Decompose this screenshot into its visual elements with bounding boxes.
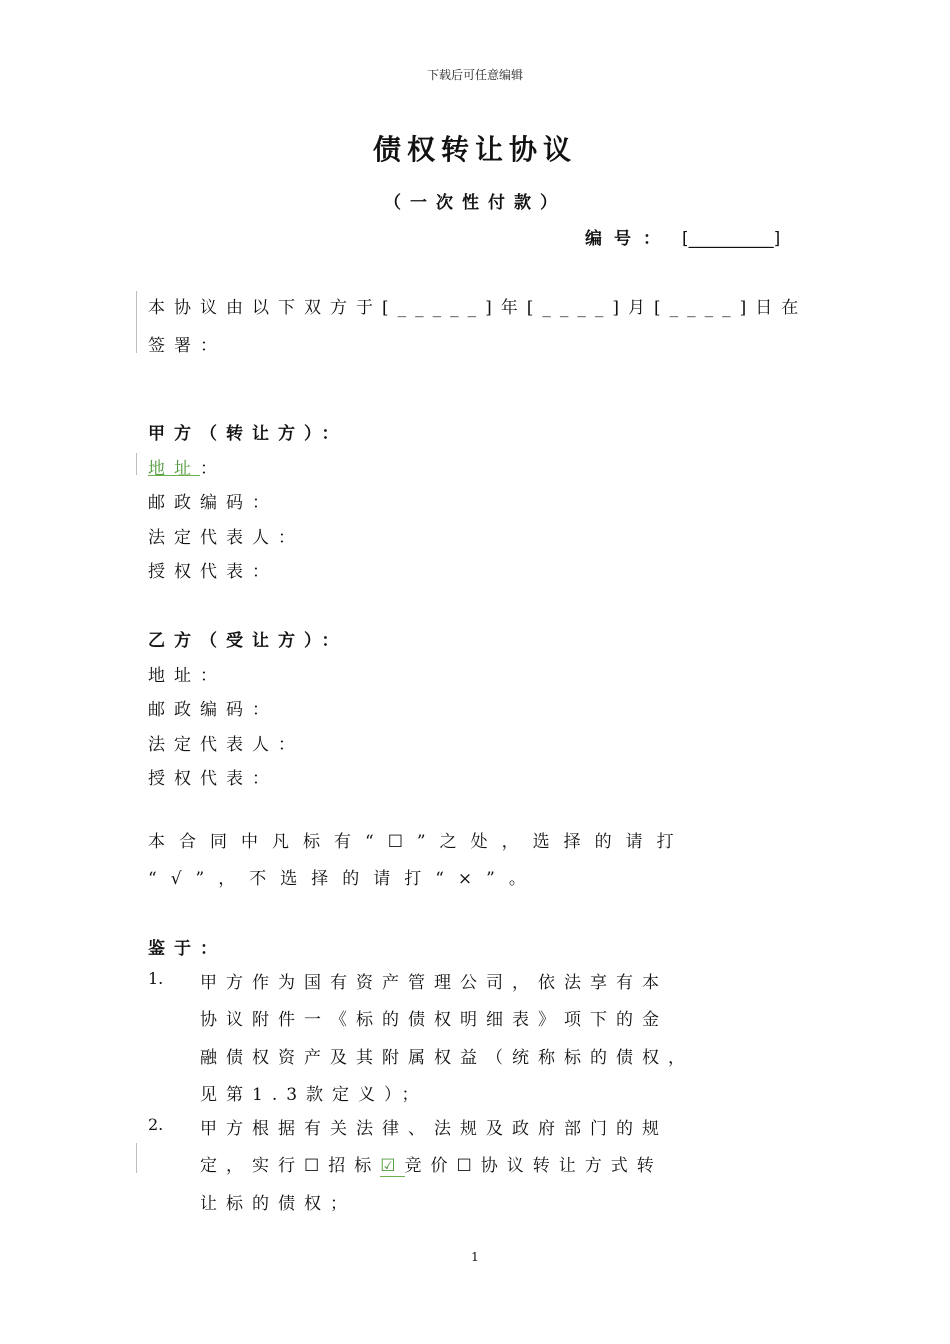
party-a-legal-rep: 法定代表人： xyxy=(148,528,304,548)
item-2-number: 2. xyxy=(148,1115,164,1134)
item-2-line-2 xyxy=(200,1151,663,1176)
item-1-line-2: 协议附件一《标的债权明细表》项下的金 xyxy=(200,1010,668,1030)
intro-line-1: 本协议由以下双方于[_____]年[____]月[____]日在 xyxy=(148,298,808,318)
revision-bar xyxy=(136,291,137,353)
document-subtitle: （一次性付款） xyxy=(384,193,566,213)
party-a-postcode: 邮政编码： xyxy=(148,493,278,513)
item-2-options-suffix: 竞价☐协议转让方式转 xyxy=(404,1156,663,1176)
document-title: 债权转让协议 xyxy=(372,133,577,166)
party-a-address xyxy=(148,454,226,479)
item-1-line-4: 见第1.3款定义）； xyxy=(200,1085,428,1105)
party-b-heading: 乙方（受让方）： xyxy=(148,631,348,651)
intro-line-2: 签署： xyxy=(148,336,226,356)
party-b-address: 地址： xyxy=(148,666,226,686)
party-a-address-label[interactable]: 地址 xyxy=(148,459,200,479)
item-1-line-3: 融债权资产及其附属权益（统称标的债权， xyxy=(200,1048,694,1068)
header-note: 下载后可任意编辑 xyxy=(426,68,523,82)
party-b-legal-rep: 法定代表人： xyxy=(148,735,304,755)
contract-number xyxy=(585,224,780,249)
party-a-address-colon: ： xyxy=(200,459,226,479)
item-2-line-1: 甲方根据有关法律、法规及政府部门的规 xyxy=(200,1119,668,1139)
contract-number-label: 编号： xyxy=(585,229,672,249)
item-2-line-3: 让标的债权； xyxy=(200,1194,356,1214)
whereas-heading: 鉴于： xyxy=(148,939,226,959)
item-1-number: 1. xyxy=(148,969,164,988)
party-a-heading: 甲方（转让方）： xyxy=(148,424,348,444)
revision-bar xyxy=(136,1143,137,1173)
party-b-authorized-rep: 授权代表： xyxy=(148,769,278,789)
contract-number-field[interactable]: [__________] xyxy=(682,229,781,249)
note-line-1: 本合同中凡标有“☐”之处，选择的请打 xyxy=(148,832,688,852)
item-2-options-prefix: 定，实行☐招标 xyxy=(200,1156,381,1176)
party-b-postcode: 邮政编码： xyxy=(148,700,278,720)
note-line-2: “√”，不选择的请打“×”。 xyxy=(148,869,540,889)
page-number: 1 xyxy=(471,1250,479,1264)
item-1-line-1: 甲方作为国有资产管理公司，依法享有本 xyxy=(200,973,668,993)
checked-checkbox-icon[interactable]: ☑ xyxy=(380,1156,405,1176)
party-a-authorized-rep: 授权代表： xyxy=(148,562,278,582)
revision-bar xyxy=(136,453,137,475)
